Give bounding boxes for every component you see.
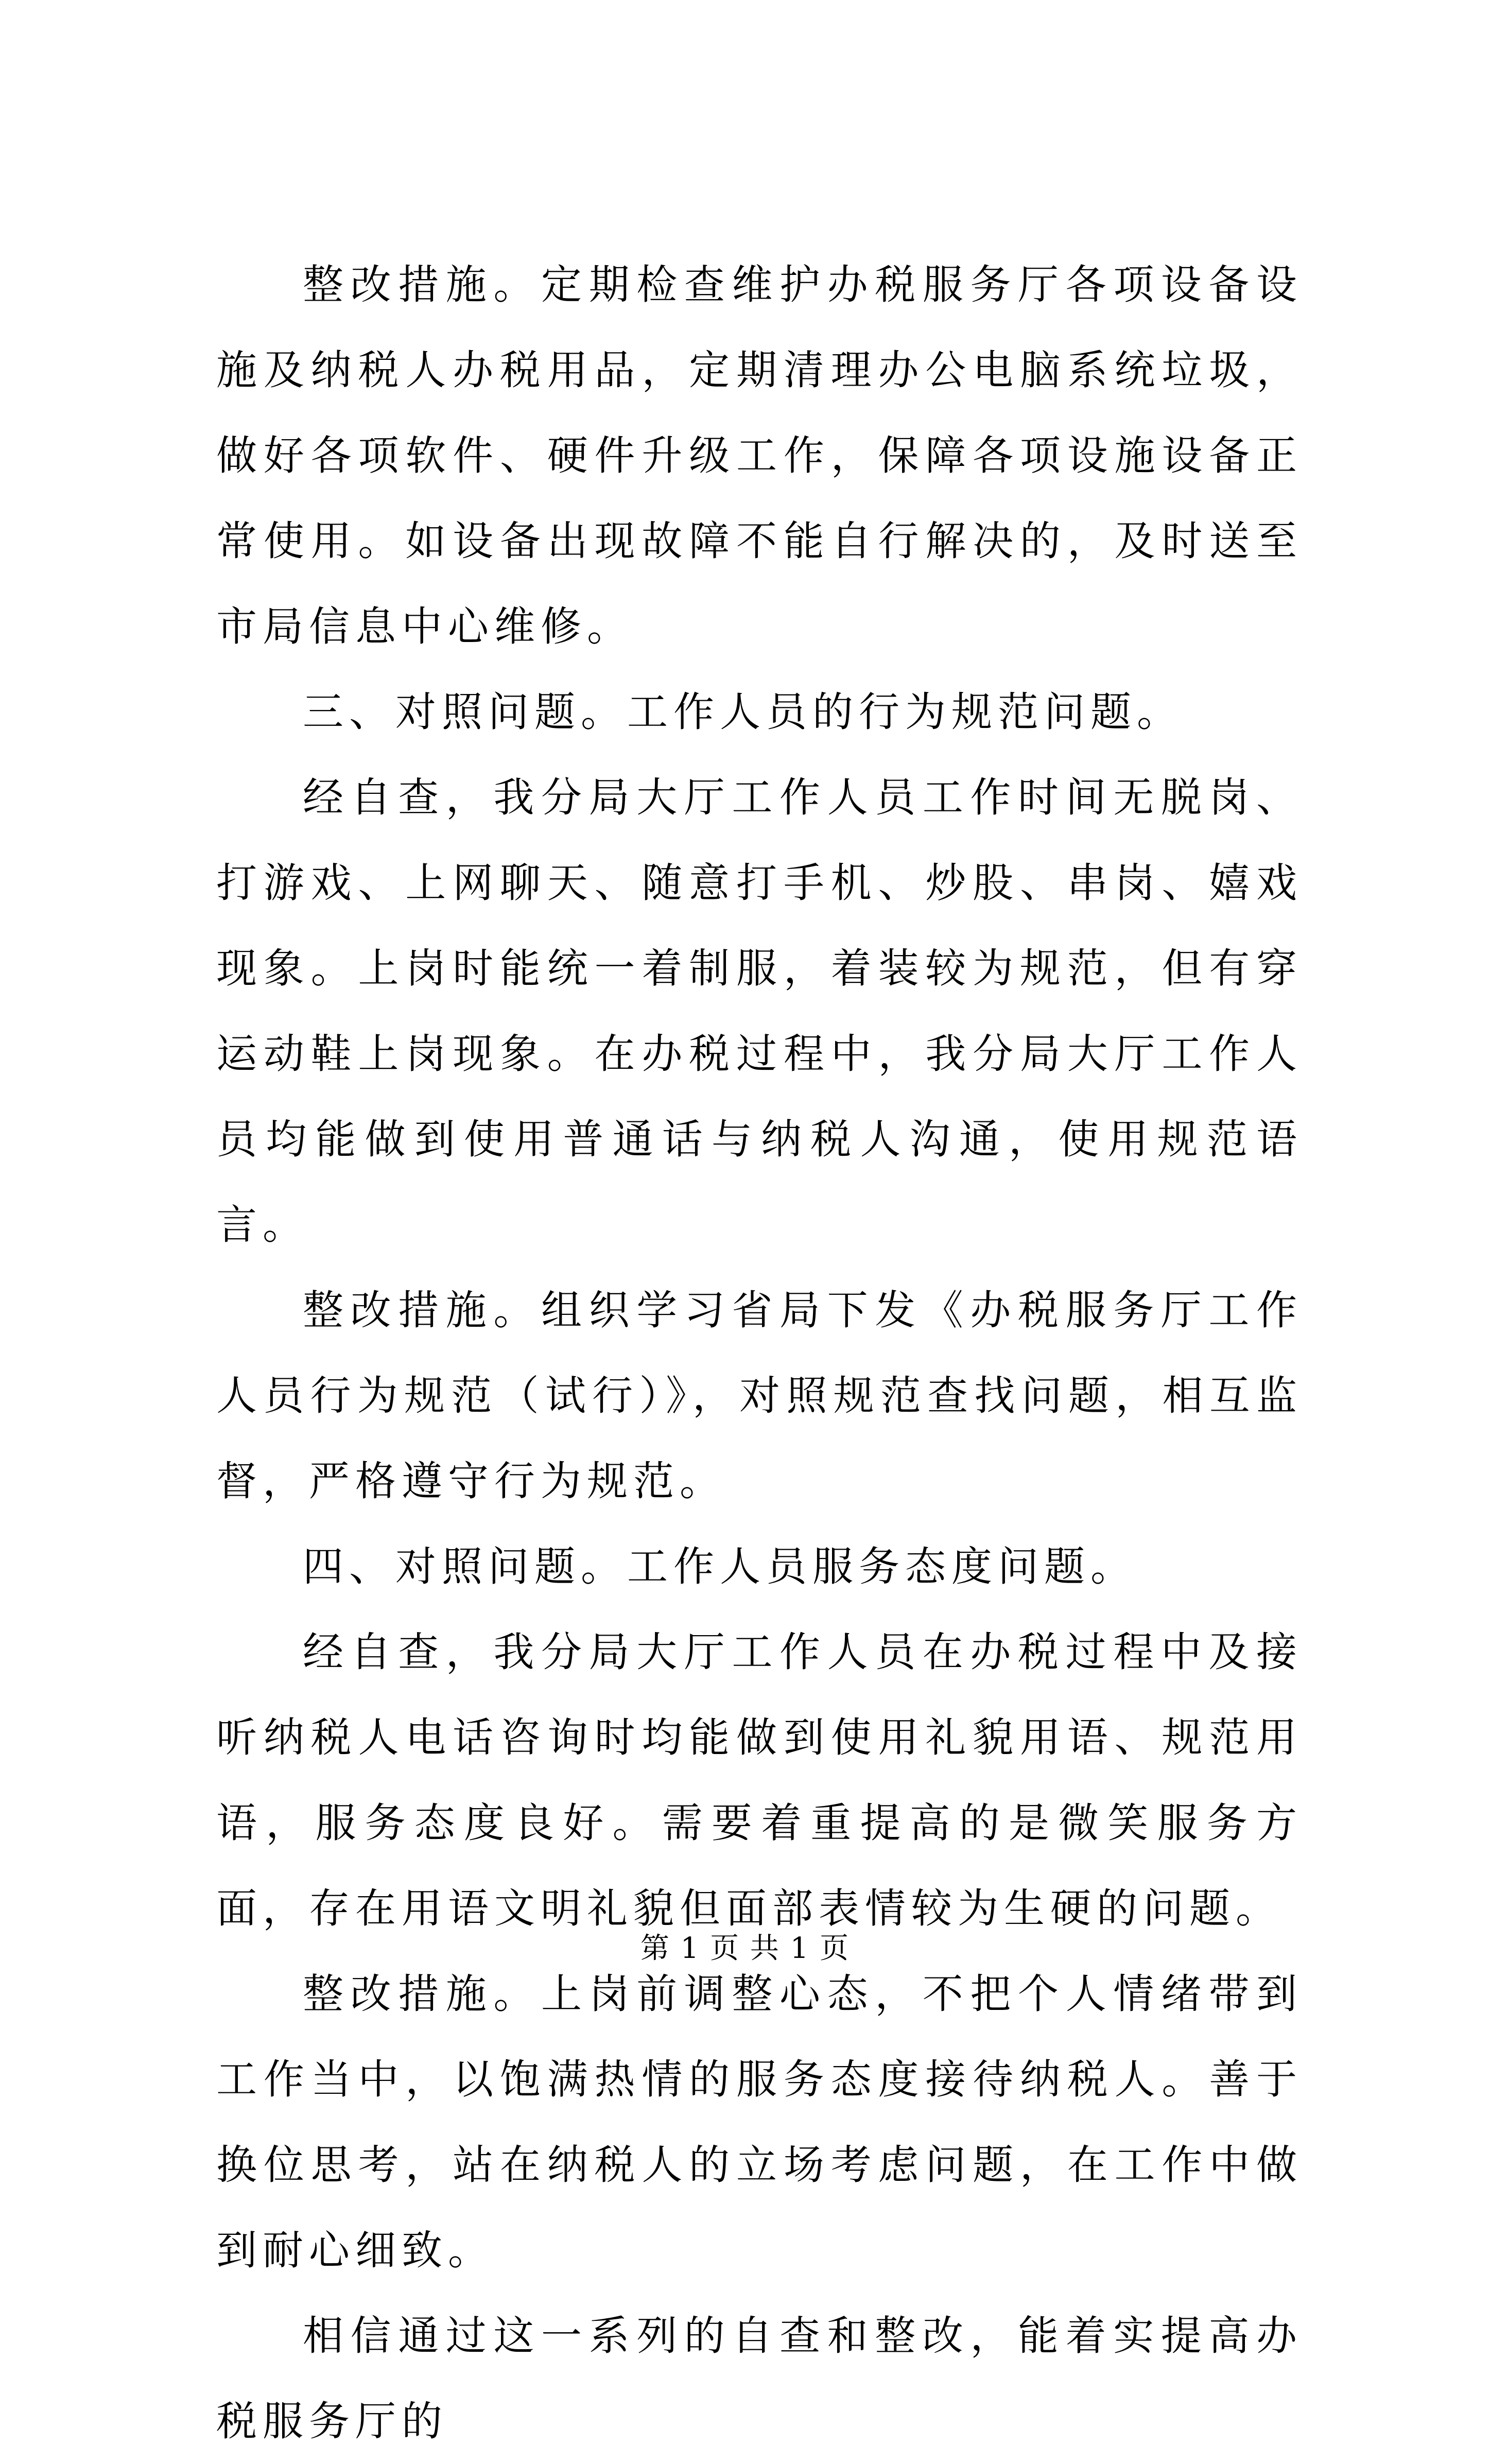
paragraph-conclusion: 相信通过这一系列的自查和整改，能着实提高办税服务厅的 xyxy=(216,2312,1303,2445)
heading-section-three: 三、对照问题。工作人员的行为规范问题。 xyxy=(303,688,1183,736)
paragraph-rectification-equipment: 整改措施。定期检查维护办税服务厅各项设备设施及纳税人办税用品，定期清理办公电脑系统垃圾，做好各项软件、硬件升级工作，保障各项设施设备正常使用。如设备出现故障不能自行解决的，及时送至市局信息中心维修。 xyxy=(216,261,1303,650)
page-number-footer: 第 1 页 共 1 页 xyxy=(640,1932,850,1965)
heading-section-four: 四、对照问题。工作人员服务态度问题。 xyxy=(303,1543,1137,1590)
paragraph-rectification-attitude: 整改措施。上岗前调整心态，不把个人情绪带到工作当中，以饱满热情的服务态度接待纳税人。善于换位思考，站在纳税人的立场考虑问题，在工作中做到耐心细致。 xyxy=(216,1970,1303,2274)
paragraph-self-check-attitude: 经自查，我分局大厅工作人员在办税过程中及接听纳税人电话咨询时均能做到使用礼貌用语、规范用语，服务态度良好。需要着重提高的是微笑服务方面，存在用语文明礼貌但面部表情较为生硬的问题。 xyxy=(216,1628,1303,1932)
document-body xyxy=(216,242,1303,2464)
paragraph-rectification-conduct: 整改措施。组织学习省局下发《办税服务厅工作人员行为规范（试行）》，对照规范查找问题，相互监督，严格遵守行为规范。 xyxy=(216,1287,1303,1505)
paragraph-self-check-conduct: 经自查，我分局大厅工作人员工作时间无脱岗、打游戏、上网聊天、随意打手机、炒股、串岗、嬉戏现象。上岗时能统一着制服，着装较为规范，但有穿运动鞋上岗现象。在办税过程中，我分局大厅工作人员均能做到使用普通话与纳税人沟通，使用规范语言。 xyxy=(216,774,1303,1248)
